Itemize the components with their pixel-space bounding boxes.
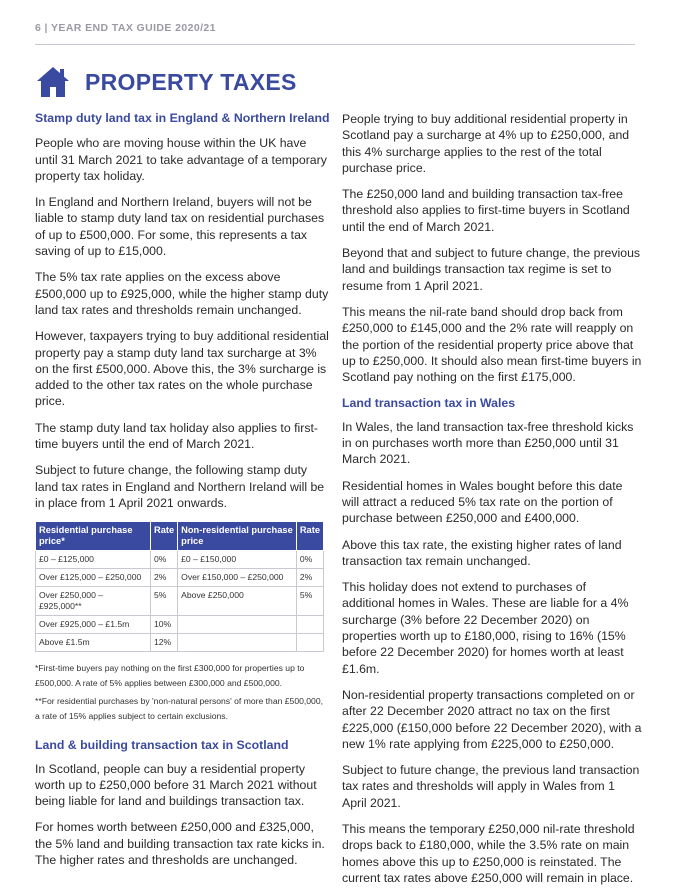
page-title: PROPERTY TAXES [85, 68, 297, 95]
table-cell: Above £250,000 [178, 587, 297, 616]
house-icon [35, 64, 71, 100]
section-heading-wales: Land transaction tax in Wales [342, 396, 516, 411]
paragraph: This holiday does not extend to purchases of additional homes in Wales. These are liable for a 4% surcharge (3% before 22 December 2020) on properties worth up to £180,000, rising to 16% (15% before 22 December 2020) for homes worth at least £1.6m. [342, 580, 629, 676]
paragraph: Above this tax rate, the existing higher rates of land transaction tax remain unchanged. [342, 537, 622, 568]
left-column [35, 110, 330, 878]
paragraph: People trying to buy additional residential property in Scotland pay a surcharge at 4% up to £250,000, and this 4% surcharge applies to the rest of the total purchase price. [342, 112, 630, 175]
paragraph: However, taxpayers trying to buy additional residential property pay a stamp duty land tax surcharge at 3% on the first £500,000. Above this, the 3% surcharge is added to the other tax rates on the whole purchase price. [35, 329, 329, 409]
table-cell: Over £125,000 – £250,000 [36, 569, 151, 587]
table-cell: £0 – £150,000 [178, 551, 297, 569]
table-cell [296, 634, 323, 652]
page-header: 6 | YEAR END TAX GUIDE 2020/21 [35, 22, 216, 34]
table-cell: 5% [151, 587, 178, 616]
right-column [342, 111, 642, 891]
table-row [36, 587, 324, 616]
table-cell: 0% [151, 551, 178, 569]
column-header: Non-residential purchase price [178, 522, 297, 551]
table-cell: 0% [296, 551, 323, 569]
table-cell: £0 – £125,000 [36, 551, 151, 569]
paragraph: Residential homes in Wales bought before this date will attract a reduced 5% tax rate on the portion of purchase between £250,000 and £400,000. [342, 478, 623, 526]
table-cell: Over £925,000 – £1.5m [36, 616, 151, 634]
column-header: Rate [296, 522, 323, 551]
table-cell: Over £250,000 – £925,000** [36, 587, 151, 616]
paragraph: Non-residential property transactions completed on or after 22 December 2020 attract no tax on the first £225,000 (£150,000 before 22 December 2020), with a new 1% rate applying from £225,000 to £250,000. [342, 687, 642, 751]
table-header-row [36, 522, 324, 551]
table-row [36, 551, 324, 569]
header-divider [35, 44, 635, 45]
paragraph: This means the nil-rate band should drop back from £250,000 to £145,000 and the 2% rate will reapply on the portion of the residential property price above that up to £250,000. It should also mean first-time buyers in Scotland pay nothing on the first £175,000. [342, 304, 642, 385]
section-heading-scotland: Land & building transaction tax in Scotland [35, 738, 289, 753]
paragraph: The 5% tax rate applies on the excess above £500,000 up to £925,000, while the higher stamp duty land tax rates and thresholds remain unchanged. [35, 270, 329, 317]
paragraph: Subject to future change, the previous land transaction tax rates and thresholds will apply in Wales from 1 April 2021. [342, 763, 640, 810]
column-header: Rate [151, 522, 178, 551]
table-cell [178, 634, 297, 652]
paragraph: In Scotland, people can buy a residential property worth up to £250,000 before 31 March 2021 without being liable for land and buildings transaction tax. [35, 761, 317, 809]
table-cell [178, 616, 297, 634]
table-cell: 5% [296, 587, 323, 616]
footnote: **For residential purchases by 'non-natural persons' of more than £500,000, a rate of 15% applies subject to certain exclusions. [35, 696, 323, 721]
table-cell: Above £1.5m [36, 634, 151, 652]
table-cell: 10% [151, 616, 178, 634]
paragraph: This means the temporary £250,000 nil-rate threshold drops back to £180,000, while the 3.5% rate on main homes above this up to £250,000 is reinstated. The current tax rates above £250,000 will remain in place. [342, 821, 635, 885]
table-row [36, 616, 324, 634]
title-row [35, 64, 297, 100]
table-row [36, 569, 324, 587]
column-header: Residential purchase price* [36, 522, 151, 551]
table-footnotes [35, 661, 330, 723]
table-cell: Over £150,000 – £250,000 [178, 569, 297, 587]
paragraph: For homes worth between £250,000 and £325,000, the 5% land and building transaction tax rate kicks in. The higher rates and thresholds are unchanged. [35, 820, 325, 868]
stamp-duty-rates-table [35, 521, 324, 652]
paragraph: Subject to future change, the following stamp duty land tax rates in England and Northern Ireland will be in place from 1 April 2021 onwards. [35, 463, 325, 510]
table-cell: 12% [151, 634, 178, 652]
table-cell [296, 616, 323, 634]
section-heading-stamp-duty: Stamp duty land tax in England & Northern Ireland [35, 111, 330, 125]
paragraph: The stamp duty land tax holiday also applies to first-time buyers until the end of March 2021. [35, 420, 318, 452]
table-cell: 2% [151, 569, 178, 587]
paragraph: The £250,000 land and building transaction tax-free threshold also applies to first-time buyers in Scotland until the end of March 2021. [342, 187, 630, 234]
table-row [36, 634, 324, 652]
paragraph: In England and Northern Ireland, buyers will not be liable to stamp duty land tax on residential purchases of up to £500,000. For some, this represents a tax saving of up to £15,000. [35, 195, 325, 259]
table-cell: 2% [296, 569, 323, 587]
footnote: *First-time buyers pay nothing on the first £300,000 for properties up to £500,000. A rate of 5% applies between £300,000 and £500,000. [35, 663, 305, 688]
paragraph: Beyond that and subject to future change, the previous land and buildings transaction tax regime is set to resume from 1 April 2021. [342, 246, 641, 293]
paragraph: People who are moving house within the UK have until 31 March 2021 to take advantage of a temporary property tax holiday. [35, 136, 327, 183]
paragraph: In Wales, the land transaction tax-free threshold kicks in on purchases worth more than £250,000 until 31 March 2021. [342, 419, 634, 467]
